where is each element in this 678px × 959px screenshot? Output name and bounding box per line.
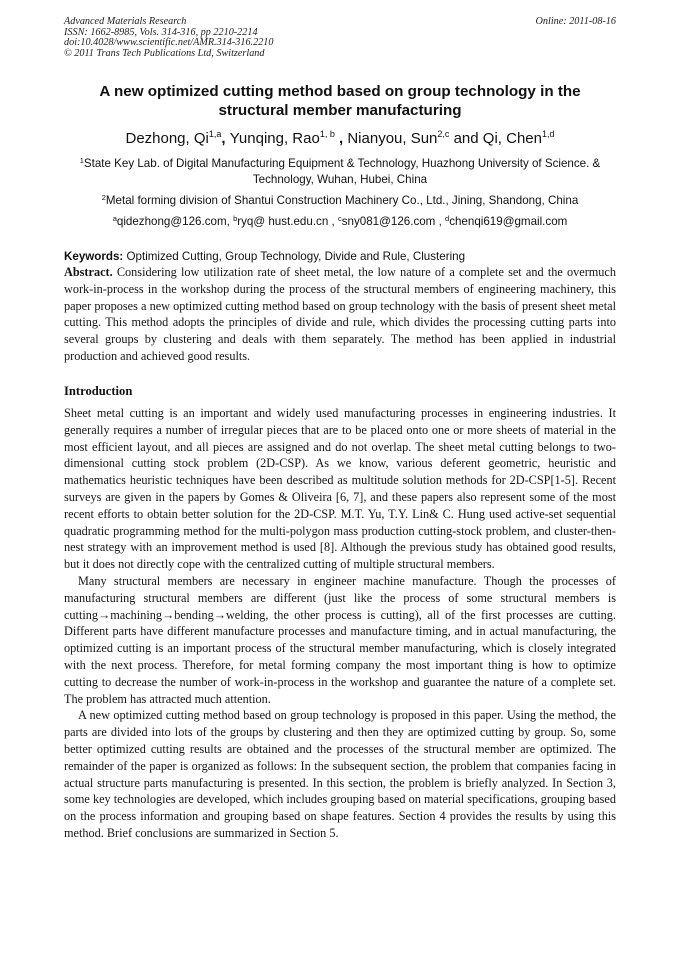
author-name: Dezhong, Qi (125, 130, 209, 147)
keywords (64, 249, 616, 264)
email-address: qidezhong@126.com (116, 215, 227, 228)
journal-header (64, 17, 616, 59)
email-address: chenqi619@gmail.com (449, 215, 568, 228)
author-affiliation-mark: 2,c (437, 129, 450, 139)
affiliation-text: State Key Lab. of Digital Manufacturing Equipment & Technology, Huazhong University of Science. & Technology, Wuhan, Hubei, China (83, 157, 601, 186)
author-affiliation-mark: 1,d (542, 129, 555, 139)
keywords-label: Keywords: (64, 250, 124, 263)
author-list (64, 129, 616, 149)
author-separator: , (334, 130, 348, 147)
author-name: Yunqing, Rao (229, 130, 320, 147)
email-mark: b (233, 214, 238, 223)
author-name: Nianyou, Sun (347, 130, 438, 147)
affiliation-1 (64, 156, 616, 187)
author-name: Qi, Chen (482, 130, 542, 147)
paper-title: A new optimized cutting method based on group technology in the structural member manufacturing (99, 83, 581, 119)
paragraph: Many structural members are necessary in engineer machine manufacture. Though the processes of manufacturing structural members are different (just like the process of some structural members is cutting→machining→bending→welding, the other process is cutting), all of the first processes are cutting. Different parts have different manufacture processes and manufacture timing, and in actual manufacturing, the optimized cutting is an important process of the structural member manufacturing, which is closely integrated with the next process. Therefore, for metal forming company the most important thing is how to optimize cutting to decrease the number of work-in-process in the workshop and guarantee the nature of a complete set. The problem has attracted much attention. (64, 573, 616, 706)
author-separator: and (449, 130, 483, 147)
author-emails (64, 214, 616, 230)
paragraph: Sheet metal cutting is an important and widely used manufacturing processes in engineering industries. It generally requires a number of irregular pieces that are to be placed onto one or more sheets of material in the most efficient layout, and all pieces are assigned and do not overlap. The sheet metal cutting belongs to two-dimensional cutting stock problem (2D-CSP). As we know, various deferent geometric, heuristic and mathematics heuristic techniques have been described as multitude solution methods for 2D-CSP[1-5]. Recent surveys are given in the papers by Gomes & Oliveira [6, 7], and these papers also represent some of the most recent efforts to obtain better solution for the 2D-CSP. M.T. Yu, T.Y. Lin& C. Hung used active-set sequential quadratic programming method for the multi-polygon mass production cutting-stock problem, and cluster-then-nest strategy with an improvement method is used [8]. Although the previous study has obtained good results, but it does not directly cope with the centralized cutting of multiple structural members. (64, 406, 616, 572)
email-mark: c (337, 214, 342, 223)
abstract-text: Considering low utilization rate of sheet metal, the low nature of a complete set and the overmuch work-in-process in the workshop during the process of the structural members of engineering machinery, this paper proposes a new optimized cutting method based on group technology with the basis of present sheet metal cutting. This method adopts the principles of divide and rule, which divides the processing cutting parts into several groups by clustering and deals with them separately. The method has been applied in industrial production and achieved good results. (64, 265, 616, 363)
journal-name: Advanced Materials Research (64, 16, 187, 27)
affiliation-2 (64, 193, 616, 209)
email-address: ryq@ hust.edu.cn (237, 215, 329, 228)
copyright-line: © 2011 Trans Tech Publications Ltd, Switzerland (64, 47, 265, 59)
author-affiliation-mark: 1,a (208, 129, 222, 139)
keywords-text: Optimized Cutting, Group Technology, Divide and Rule, Clustering (126, 250, 466, 263)
doi-line: doi:10.4028/www.scientific.net/AMR.314-316.2210 (64, 37, 274, 49)
section-heading-introduction: Introduction (64, 384, 133, 398)
affiliation-text: Metal forming division of Shantui Construction Machinery Co., Ltd., Jining, Shandong, China (105, 194, 579, 207)
email-mark: d (445, 214, 450, 223)
email-separator: , (435, 215, 446, 228)
abstract-label: Abstract. (64, 265, 113, 279)
affiliation-mark: 1 (79, 156, 84, 165)
author-affiliation-mark: 1, b (319, 129, 335, 139)
issn-line: ISSN: 1662-8985, Vols. 314-316, pp 2210-2214 (64, 26, 258, 38)
introduction-body (64, 405, 616, 842)
author-separator: , (221, 130, 230, 147)
paragraph: A new optimized cutting method based on group technology is proposed in this paper. Using the method, the parts are divided into lots of the groups by clustering and then they are optimized cutting by group. So, some better optimized cutting results are obtained and the processes of the structural member are optimized. The remainder of the paper is organized as follows: In the subsequent section, the problem that companies facing in actual structure parts manufacturing is presented. In this section, the problem is briefly analyzed. In Section 3, some key technologies are developed, which includes grouping based on material specifications, grouping based on the process information and grouping based on shape features. Section 4 provides the results by using this method. Brief conclusions are summarized in Section 5. (64, 708, 616, 840)
email-mark: a (112, 214, 117, 223)
affiliation-mark: 2 (101, 193, 106, 202)
email-address: sny081@126.com (341, 215, 436, 228)
online-date: Online: 2011-08-16 (535, 16, 616, 27)
email-separator: , (226, 215, 234, 228)
email-separator: , (328, 215, 338, 228)
abstract (64, 264, 616, 365)
